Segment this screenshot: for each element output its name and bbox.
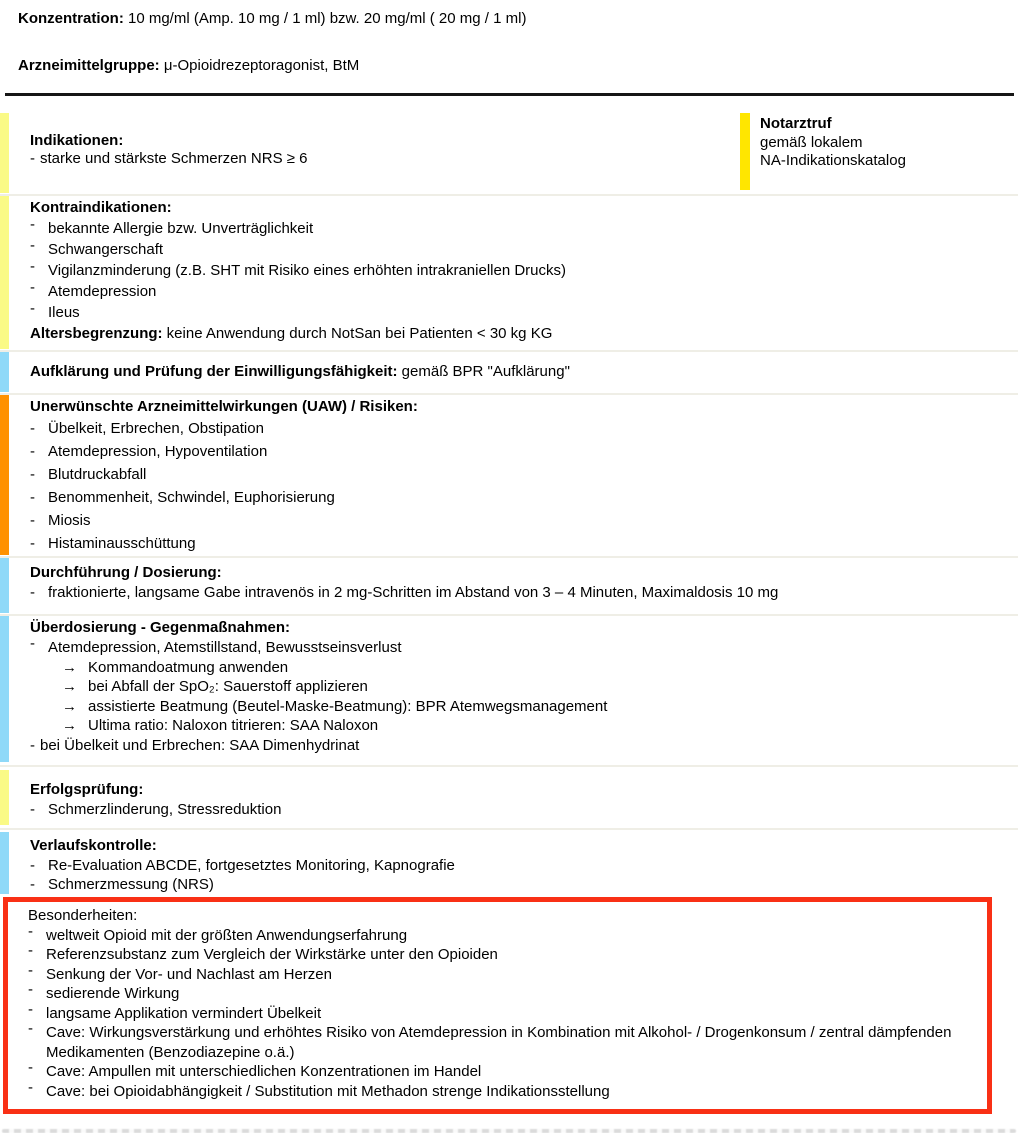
list-item: - Cave: Ampullen mit unterschiedlichen Konzentrationen im Handel — [28, 1059, 482, 1080]
list-item: - bekannte Allergie bzw. Unverträglichkeit — [30, 216, 314, 237]
list-item: - Schwangerschaft — [30, 237, 164, 258]
concentration-label: Konzentration: — [18, 10, 124, 27]
verlaufskontrolle-color-bar — [0, 832, 9, 894]
drug-group-line — [18, 57, 1018, 75]
section-divider — [0, 762, 1018, 770]
concentration-value: 10 mg/ml (Amp. 10 mg / 1 ml) bzw. 20 mg/ml ( 20 mg / 1 ml) — [123, 10, 527, 27]
list-item: - Senkung der Vor- und Nachlast am Herzen — [28, 961, 332, 983]
consent-line — [30, 362, 1018, 381]
sections-container — [0, 113, 1018, 1133]
section-kontraindikationen — [0, 196, 1018, 349]
section-title: Verlaufskontrolle: — [30, 837, 157, 854]
section-verlaufskontrolle — [0, 832, 1018, 894]
list-item: - Re-Evaluation ABCDE, fortgesetztes Monitoring, Kapnografie — [30, 856, 455, 874]
list-item: - Referenzsubstanz zum Vergleich der Wirkstärke unter den Opioiden — [28, 942, 498, 963]
bullet-dash: - — [30, 216, 35, 233]
bullet-dash: - — [30, 150, 35, 167]
bullet-dash: - — [30, 237, 35, 254]
countermeasure-item: → bei Abfall der SpO₂: Sauerstoff applizieren — [62, 678, 368, 695]
list-item: - Übelkeit, Erbrechen, Obstipation — [30, 417, 1018, 440]
notarztruf-line: NA-Indikationskatalog — [760, 152, 906, 169]
list-item: - Histaminausschüttung — [30, 532, 1018, 555]
bullet-dash: - — [30, 258, 35, 275]
list-item: - starke und stärkste Schmerzen NRS ≥ 6 — [30, 150, 308, 167]
list-item: - langsame Applikation vermindert Übelkeit — [28, 1000, 322, 1022]
list-item: - Atemdepression, Hypoventilation — [30, 440, 1018, 463]
list-item: - Blutdruckabfall — [30, 463, 1018, 486]
bullet-dash: - — [28, 1000, 33, 1018]
section-title: Überdosierung - Gegenmaßnahmen: — [30, 619, 291, 636]
section-title: Besonderheiten: — [28, 907, 138, 924]
section-uaw — [0, 395, 1018, 555]
bullet-dash: - — [30, 583, 35, 601]
section-title: Erfolgsprüfung: — [30, 781, 144, 798]
bullet-dash: - — [28, 1020, 33, 1037]
consent-label: Aufklärung und Prüfung der Einwilligungsfähigkeit: — [30, 363, 398, 380]
section-title: Indikationen: — [30, 132, 124, 149]
bullet-dash: - — [30, 856, 35, 874]
scan-artifact-line — [2, 1129, 1016, 1133]
section-indikationen — [0, 113, 1018, 193]
list-item: - Schmerzmessung (NRS) — [30, 876, 214, 893]
bullet-dash: - — [30, 489, 35, 506]
bullet-dash: - — [30, 300, 35, 317]
bullet-dash: - — [30, 635, 35, 652]
list-item: - Ileus — [30, 300, 80, 321]
bullet-dash: - — [30, 279, 35, 296]
notarztruf-box — [740, 113, 906, 190]
list-item: - Miosis — [30, 509, 1018, 532]
bullet-dash: - — [30, 420, 35, 437]
section-durchfuehrung — [0, 558, 1018, 613]
bullet-dash: - — [30, 466, 35, 483]
bullet-dash: - — [30, 876, 35, 893]
age-limit-value: keine Anwendung durch NotSan bei Patienten < 30 kg KG — [162, 325, 553, 342]
countermeasure-item: → Ultima ratio: Naloxon titrieren: SAA Naloxon — [62, 717, 379, 734]
notarztruf-line: gemäß lokalem — [760, 133, 863, 151]
besonderheiten-warning-box — [3, 897, 992, 1114]
list-item: - Benommenheit, Schwindel, Euphorisierung — [30, 486, 1018, 509]
notarztruf-color-bar — [740, 113, 750, 190]
durchfuehrung-color-bar — [0, 558, 9, 613]
section-title: Unerwünschte Arzneimittelwirkungen (UAW) / Risiken: — [30, 398, 418, 415]
bullet-dash: - — [28, 1078, 33, 1096]
section-title: Kontraindikationen: — [30, 199, 172, 216]
ueberdosierung-color-bar — [0, 616, 9, 762]
section-aufklaerung — [0, 352, 1018, 392]
list-item: - Cave: Wirkungsverstärkung und erhöhtes Risiko von Atemdepression in Kombination mit Alkohol- / Drogenkonsum / zentral dämpfenden Medikamenten (Benzodiazepine o.ä.) — [28, 1020, 952, 1061]
list-item: - Atemdepression — [30, 279, 157, 300]
uaw-color-bar — [0, 395, 9, 555]
bullet-dash: - — [30, 800, 35, 818]
bullet-dash: - — [30, 535, 35, 552]
bullet-dash: - — [30, 512, 35, 529]
arrow-icon: → — [62, 658, 77, 676]
section-title: Durchführung / Dosierung: — [30, 564, 222, 581]
aufklaerung-color-bar — [0, 352, 9, 392]
bullet-dash: - — [28, 961, 33, 979]
document-header — [0, 0, 1018, 75]
section-erfolgspruefung — [0, 770, 1018, 825]
list-item: - Schmerzlinderung, Stressreduktion — [30, 800, 282, 818]
indikationen-color-bar — [0, 113, 9, 193]
consent-value: gemäß BPR "Aufklärung" — [397, 363, 570, 380]
arrow-icon: → — [62, 717, 77, 734]
bullet-dash: - — [28, 981, 33, 998]
header-rule — [5, 93, 1014, 96]
drug-group-label: Arzneimittelgruppe: — [18, 57, 160, 74]
drug-group-value: μ-Opioidrezeptoragonist, BtM — [159, 57, 360, 74]
bullet-dash: - — [28, 1059, 33, 1076]
section-divider — [0, 825, 1018, 832]
age-limit-line — [30, 323, 1018, 344]
list-item: - Cave: bei Opioidabhängigkeit / Substitution mit Methadon strenge Indikationsstellung — [28, 1078, 610, 1100]
bullet-dash: - — [28, 922, 33, 940]
list-item: - fraktionierte, langsame Gabe intravenös in 2 mg-Schritten im Abstand von 3 – 4 Minuten, Maximaldosis 10 mg — [30, 583, 779, 601]
arrow-icon: → — [62, 697, 77, 715]
arrow-icon: → — [62, 678, 77, 695]
bullet-dash: - — [30, 736, 35, 754]
kontraindikationen-color-bar — [0, 196, 9, 349]
age-limit-label: Altersbegrenzung: — [30, 325, 163, 342]
list-item: - Vigilanzminderung (z.B. SHT mit Risiko eines erhöhten intrakraniellen Drucks) — [30, 258, 566, 279]
list-item: - Atemdepression, Atemstillstand, Bewusstseinsverlust — [30, 635, 402, 656]
notarztruf-title: Notarztruf — [760, 115, 832, 132]
section-ueberdosierung — [0, 616, 1018, 762]
list-item: - sedierende Wirkung — [28, 981, 180, 1002]
concentration-line — [18, 10, 1018, 28]
countermeasure-item: → assistierte Beatmung (Beutel-Maske-Beatmung): BPR Atemwegsmanagement — [62, 697, 608, 715]
erfolgspruefung-color-bar — [0, 770, 9, 825]
list-item: - bei Übelkeit und Erbrechen: SAA Dimenhydrinat — [30, 736, 360, 754]
bullet-dash: - — [28, 942, 33, 959]
bullet-dash: - — [30, 443, 35, 460]
countermeasure-item: → Kommandoatmung anwenden — [62, 658, 289, 676]
list-item: - weltweit Opioid mit der größten Anwendungserfahrung — [28, 922, 408, 944]
